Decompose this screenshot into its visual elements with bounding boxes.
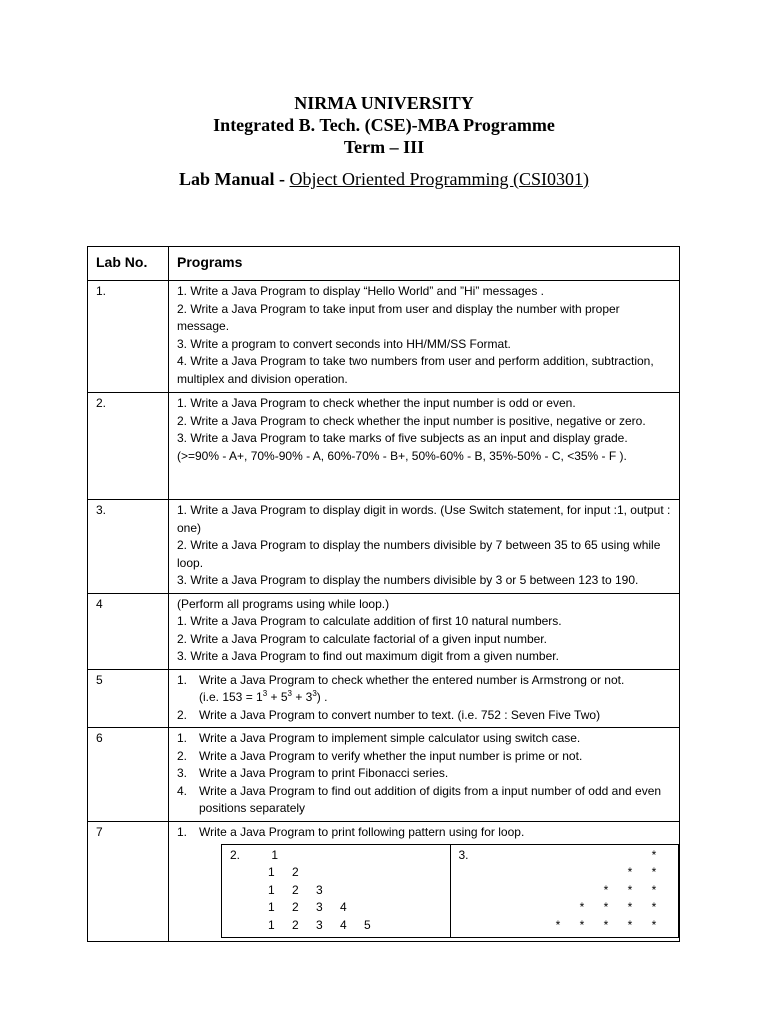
pattern-number: 2 — [292, 865, 299, 879]
item-number: 4. — [177, 783, 188, 798]
program-line: 3. Write a Java Program to find out maximum digit from a given number. — [177, 649, 559, 663]
item-number: 1. — [177, 672, 188, 687]
lab-number: 2. — [88, 393, 169, 500]
pattern-star: * — [603, 882, 609, 897]
pattern-number: 1 — [268, 865, 275, 879]
list-item — [177, 730, 673, 748]
item-text: Write a Java Program to find out addition of digits from a input number of odd and even positions separately — [199, 783, 662, 815]
pattern-row — [459, 899, 673, 917]
program-line: 3. Write a Java Program to display the numbers divisible by 3 or 5 between 123 to 190. — [177, 573, 639, 587]
table-row — [88, 281, 680, 393]
pattern-number: 3 — [316, 917, 323, 932]
lab-table — [87, 246, 680, 942]
course-name: Object Oriented Programming (CSI0301) — [289, 169, 589, 189]
programs-header: Programs — [169, 247, 680, 281]
item-text: Write a Java Program to print Fibonacci series. — [199, 766, 449, 780]
pattern-star: * — [579, 900, 585, 914]
pattern-star: * — [603, 917, 609, 932]
program-line: 3. Write a Java Program to take marks of five subjects as an input and display grade. (>=90% - A+, 70%-90% - A, 60%-70% - B+, 50%-60% - B, 35%-50% - C, <35% - F ). — [177, 431, 628, 463]
programs-cell — [169, 728, 680, 822]
pattern-row — [230, 864, 444, 882]
pattern-star: * — [555, 917, 561, 932]
pattern-number: 5 — [364, 917, 371, 932]
programs-cell — [169, 393, 680, 500]
manual-label: Lab Manual - — [179, 169, 286, 189]
program-line: (Perform all programs using while loop.) — [177, 596, 390, 611]
lab-number: 5 — [88, 669, 169, 728]
term-title: Term – III — [343, 137, 425, 157]
pattern-number: 2 — [292, 882, 299, 897]
table-row — [88, 393, 680, 500]
table-row — [88, 728, 680, 822]
program-line: 1. Write a Java Program to check whether the input number is odd or even. — [177, 396, 576, 410]
item-text: Write a Java Program to verify whether the input number is prime or not. — [199, 748, 583, 763]
pattern-star: * — [651, 882, 657, 897]
item-number: 2. — [177, 748, 188, 763]
item-number: 3. — [177, 766, 188, 780]
list-item — [177, 707, 673, 725]
program-line: 2. Write a Java Program to check whether the input number is positive, negative or zero. — [177, 413, 646, 428]
document-header — [0, 92, 768, 190]
table-row — [88, 500, 680, 594]
lab-number: 6 — [88, 728, 169, 822]
pattern-star: * — [651, 917, 657, 932]
program-line: 1. Write a Java Program to display digit in words. (Use Switch statement, for input :1, output : one) — [177, 503, 671, 535]
pattern-number: 4 — [340, 900, 347, 914]
pattern-number: 1 — [268, 882, 275, 897]
lab-no-header: Lab No. — [88, 247, 169, 281]
table-row — [88, 822, 680, 942]
lab-number: 1. — [88, 281, 169, 393]
program-line: 2. Write a Java Program to display the numbers divisible by 7 between 35 to 65 using while loop. — [177, 538, 661, 570]
programs-cell — [169, 822, 680, 942]
program-line: 3. Write a program to convert seconds into HH/MM/SS Format. — [177, 336, 511, 351]
pattern-row — [265, 847, 295, 865]
pattern-row — [230, 899, 444, 917]
pattern-number: 2 — [292, 900, 299, 914]
item-number: 2. — [177, 707, 188, 722]
list-item — [177, 748, 673, 766]
pattern-number: 2 — [292, 917, 299, 932]
pattern-row — [459, 882, 673, 900]
lab-number: 7 — [88, 822, 169, 942]
pattern-star: * — [651, 847, 657, 862]
pattern-number: 1 — [268, 900, 275, 914]
item-number: 1. — [177, 825, 188, 839]
program-line: 1. Write a Java Program to display “Hello World” and ”Hi” messages . — [177, 284, 545, 298]
list-item — [177, 783, 673, 818]
pattern-star: * — [627, 900, 633, 914]
table-row — [88, 669, 680, 728]
lab-number: 4 — [88, 593, 169, 669]
pattern-star: * — [579, 917, 585, 932]
pattern-row — [459, 917, 673, 935]
program-line: 4. Write a Java Program to take two numbers from user and perform addition, subtraction, multiplex and division operation. — [177, 354, 654, 386]
item-text: Write a Java Program to implement simple calculator using switch case. — [199, 731, 581, 745]
pattern-row — [230, 917, 444, 935]
pattern-number: 3 — [316, 900, 323, 914]
number-pattern-cell — [222, 844, 451, 938]
pattern-star: * — [651, 900, 657, 914]
university-name: NIRMA UNIVERSITY — [294, 93, 474, 113]
pattern-star: * — [627, 917, 633, 932]
pattern-row — [459, 847, 673, 865]
list-item — [177, 672, 673, 707]
program-line: 1. Write a Java Program to calculate addition of first 10 natural numbers. — [177, 614, 562, 628]
program-list — [177, 730, 673, 818]
program-list — [177, 672, 673, 725]
item-number: 1. — [177, 731, 188, 745]
manual-title — [0, 168, 768, 190]
table-header-row — [88, 247, 680, 281]
pattern-row — [459, 864, 673, 882]
pattern-row — [230, 882, 444, 900]
pattern-star: * — [651, 865, 657, 879]
programs-cell — [169, 281, 680, 393]
list-item — [177, 765, 673, 783]
pattern-label: 3. — [458, 847, 469, 862]
pattern-star: * — [627, 882, 633, 897]
lab-number: 3. — [88, 500, 169, 594]
pattern-number: 3 — [316, 882, 323, 897]
list-item — [177, 824, 673, 842]
programs-cell — [169, 593, 680, 669]
programs-cell — [169, 669, 680, 728]
armstrong-example: (i.e. $153 = 1^3 + 5^3 + 3^3$) . — [199, 689, 328, 704]
pattern-table — [221, 844, 679, 939]
programme-title: Integrated B. Tech. (CSE)-MBA Programme — [213, 115, 555, 135]
program-line: 2. Write a Java Program to take input from user and display the number with proper message. — [177, 301, 620, 333]
program-line: 2. Write a Java Program to calculate factorial of a given input number. — [177, 631, 547, 646]
programs-cell — [169, 500, 680, 594]
pattern-number: 1 — [268, 917, 275, 932]
item-text: Write a Java Program to convert number to text. (i.e. 752 : Seven Five Two) — [199, 707, 601, 722]
table-row — [88, 593, 680, 669]
pattern-label: 2. — [230, 847, 241, 862]
pattern-number: 1 — [271, 847, 279, 862]
program-list — [177, 824, 673, 842]
item-text: Write a Java Program to check whether the entered number is Armstrong or not. — [199, 672, 625, 687]
pattern-star: * — [603, 900, 609, 914]
star-pattern-cell — [450, 844, 679, 938]
item-text: Write a Java Program to print following pattern using for loop. — [199, 825, 525, 839]
pattern-star: * — [627, 865, 633, 879]
pattern-number: 4 — [340, 917, 347, 932]
